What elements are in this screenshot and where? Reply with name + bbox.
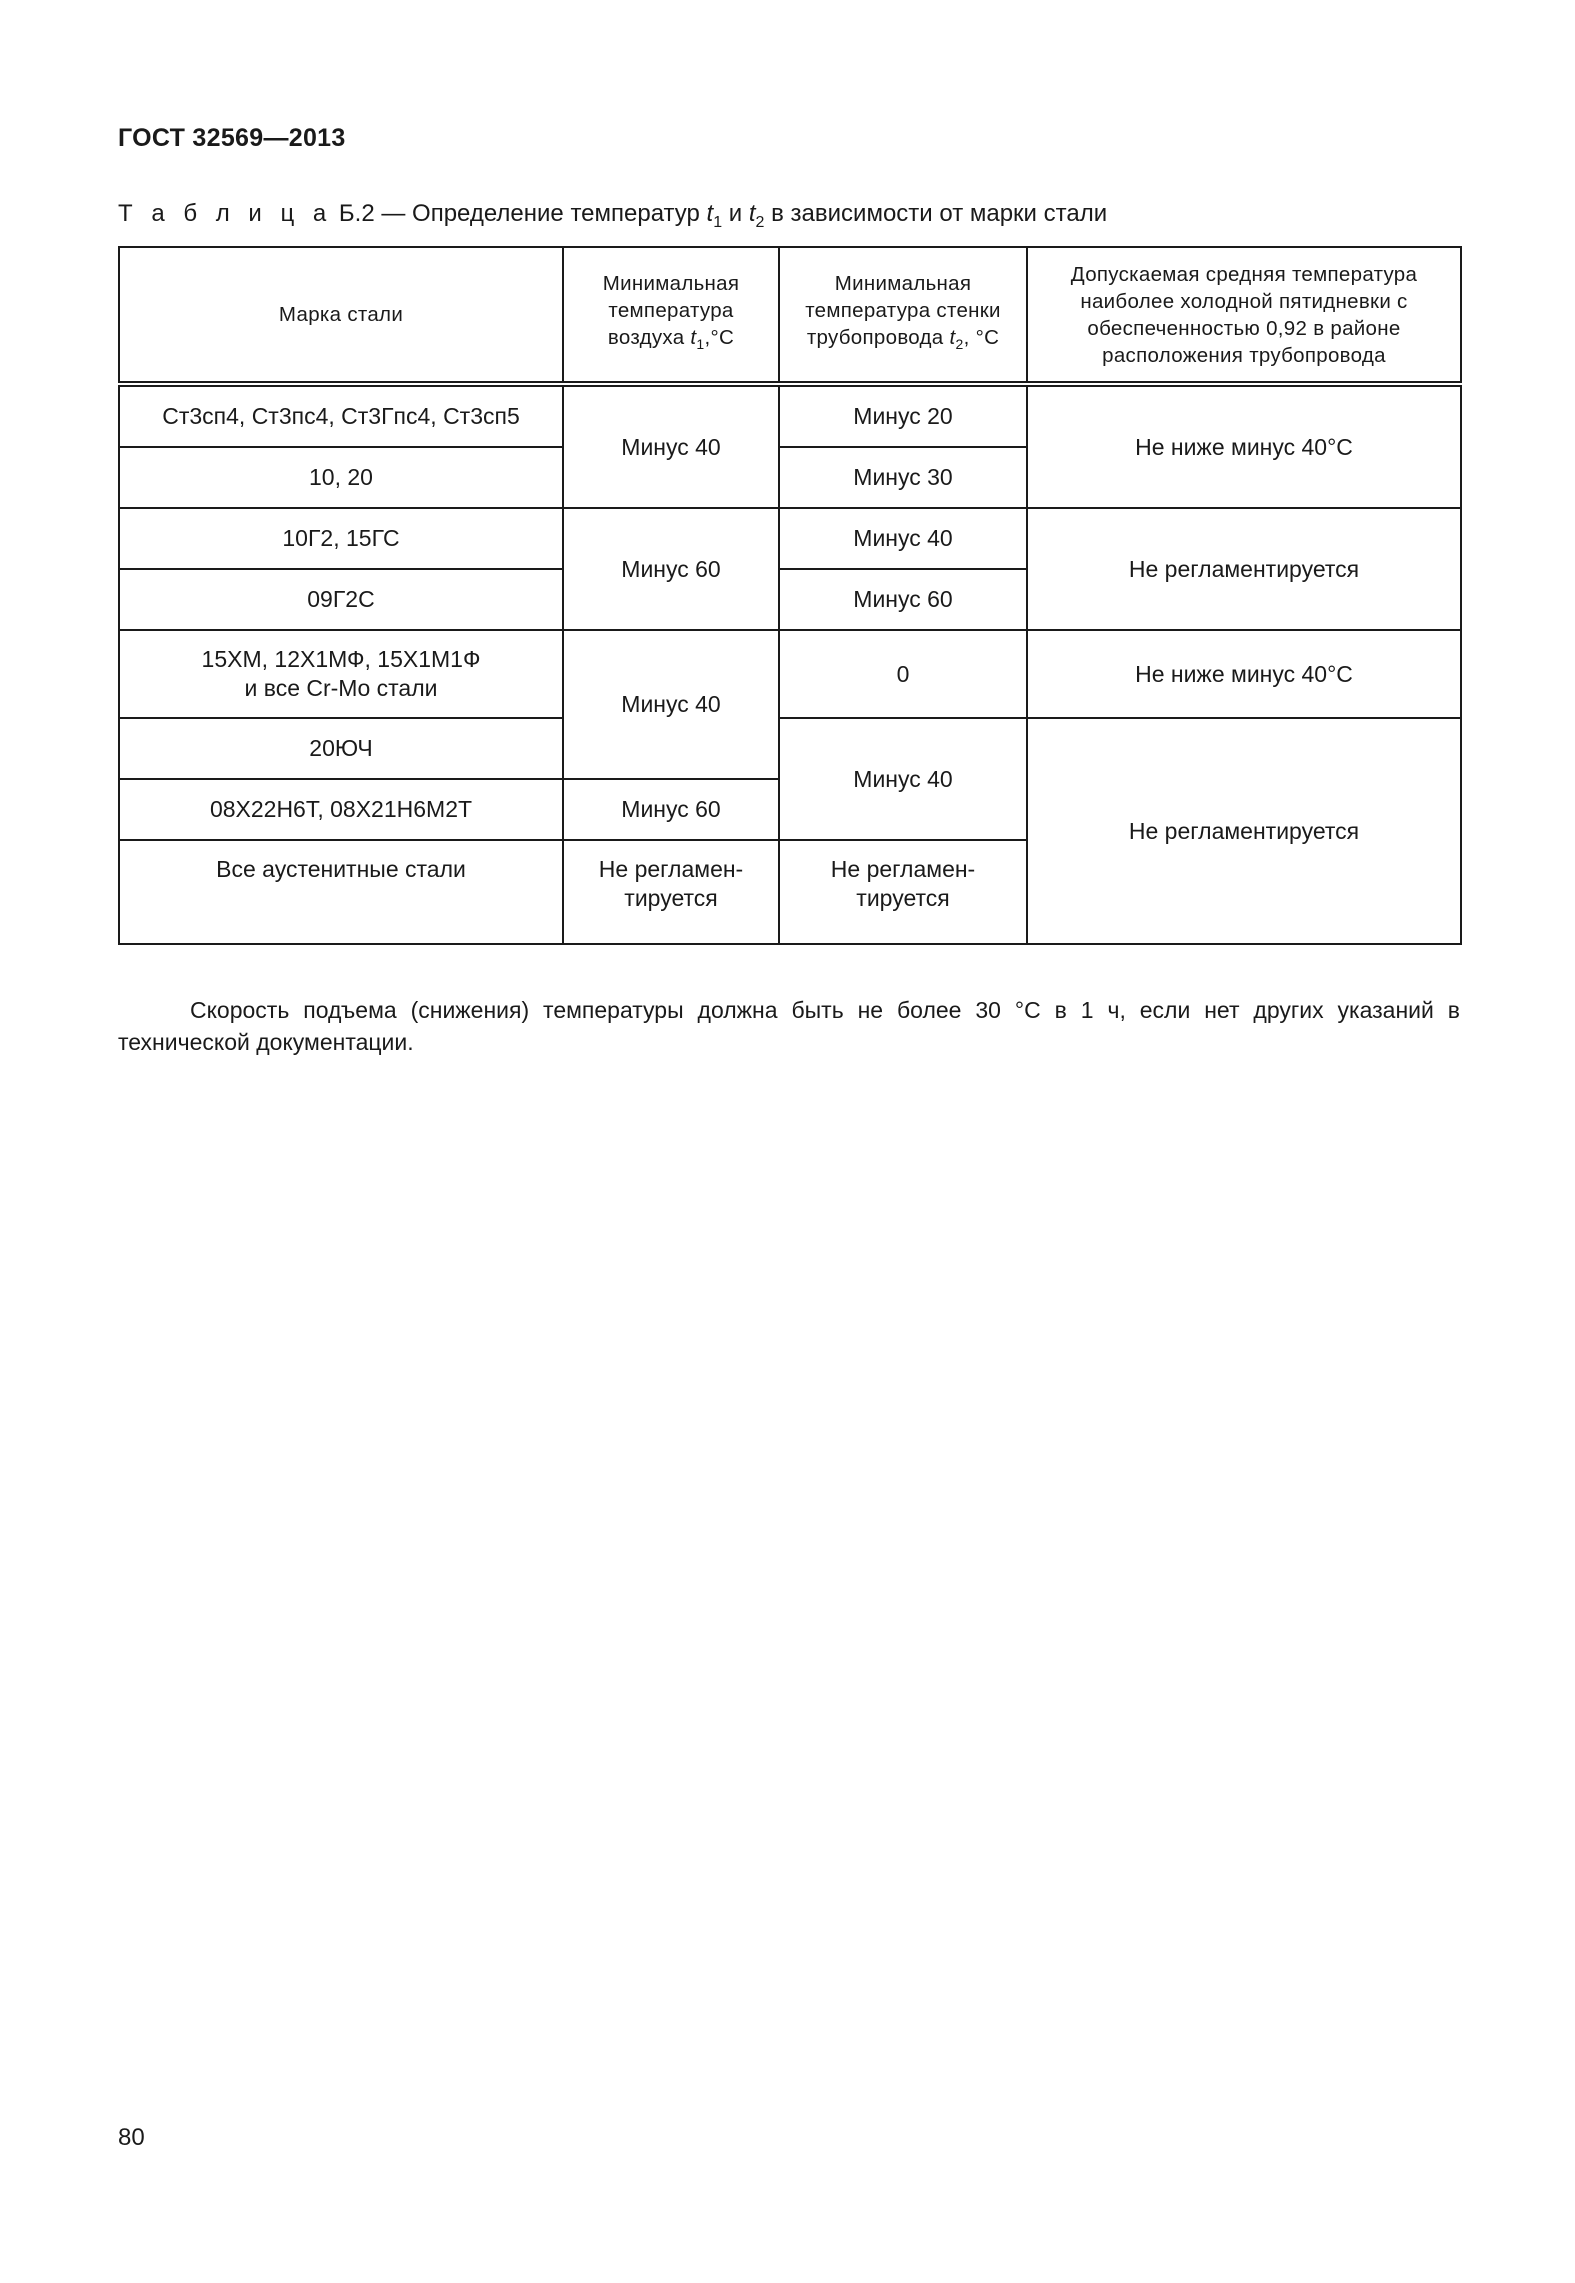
table-row [119, 718, 1461, 779]
cell-grade [119, 630, 563, 718]
cell-grade: 20ЮЧ [119, 718, 563, 779]
cell-wall-temp-line: тируется [856, 885, 950, 911]
caption-text-2: и [722, 200, 749, 227]
table-header-row [119, 247, 1461, 384]
header-air-temp-text: Минимальная температура воздуха [602, 272, 740, 350]
header-air-temp-unit: ,°С [704, 326, 735, 350]
cell-wall-temp: Минус 40 [779, 508, 1027, 569]
cell-air-temp: Минус 40 [563, 630, 779, 779]
caption-t1: t [706, 200, 714, 227]
cell-air-temp: Минус 60 [563, 508, 779, 630]
cell-wall-temp: 0 [779, 630, 1027, 718]
table-row [119, 384, 1461, 447]
document-header: ГОСТ 32569—2013 [118, 124, 346, 152]
cell-avg-temp: Не регламентируется [1027, 718, 1461, 944]
cell-grade-line: и все Cr-Mo стали [244, 675, 438, 701]
cell-wall-temp: Минус 20 [779, 384, 1027, 447]
caption-t2: t [748, 200, 756, 227]
header-wall-temp-unit: , °С [963, 326, 1000, 350]
cell-avg-temp: Не ниже минус 40°С [1027, 630, 1461, 718]
header-wall-temp-var: t [949, 326, 956, 350]
cell-wall-temp: Минус 40 [779, 718, 1027, 840]
page-number: 80 [118, 2124, 145, 2151]
caption-t1-sub: 1 [713, 213, 723, 231]
table-row [119, 508, 1461, 569]
cell-avg-temp: Не ниже минус 40°С [1027, 384, 1461, 508]
header-wall-temp-sub: 2 [955, 336, 964, 353]
header-wall-temp-text: Минимальная температура стенки трубопровода [805, 272, 1001, 350]
cell-grade: 08Х22Н6Т, 08Х21Н6М2Т [119, 779, 563, 840]
header-wall-temp [779, 247, 1027, 384]
cell-air-temp: Минус 40 [563, 384, 779, 508]
cell-wall-temp: Минус 30 [779, 447, 1027, 508]
cell-grade: Ст3сп4, Ст3пс4, Ст3Гпс4, Ст3сп5 [119, 384, 563, 447]
body-paragraph: Скорость подъема (снижения) температуры должна быть не более 30 °С в 1 ч, если нет других указаний в технической документации. [118, 997, 1460, 1055]
table-caption [118, 200, 1107, 232]
caption-t2-sub: 2 [755, 213, 765, 231]
cell-air-temp-line: Не регламен- [598, 856, 744, 882]
steel-temperature-table [118, 246, 1462, 945]
cell-wall-temp-line: Не регламен- [830, 856, 976, 882]
table-row [119, 630, 1461, 718]
cell-air-temp [563, 840, 779, 944]
header-air-temp-sub: 1 [696, 336, 705, 353]
cell-grade: Все аустенитные стали [119, 840, 563, 944]
cell-grade: 10Г2, 15ГС [119, 508, 563, 569]
caption-text-1: Б.2 — Определение температур [332, 200, 707, 227]
cell-air-temp: Минус 60 [563, 779, 779, 840]
cell-wall-temp [779, 840, 1027, 944]
header-steel-grade: Марка стали [119, 247, 563, 384]
caption-text-3: в зависимости от марки стали [764, 200, 1108, 227]
header-avg-temp: Допускаемая средняя температура наиболее холодной пятидневки с обеспеченностью 0,92 в районе расположения трубопровода [1027, 247, 1461, 384]
cell-wall-temp: Минус 60 [779, 569, 1027, 630]
cell-grade-line: 15ХМ, 12Х1МФ, 15Х1М1Ф [201, 646, 481, 672]
header-air-temp-var: t [690, 326, 697, 350]
cell-grade: 10, 20 [119, 447, 563, 508]
cell-grade: 09Г2С [119, 569, 563, 630]
caption-label: Т а б л и ц а [118, 200, 333, 227]
cell-avg-temp: Не регламентируется [1027, 508, 1461, 630]
cell-air-temp-line: тируется [624, 885, 718, 911]
header-air-temp [563, 247, 779, 384]
